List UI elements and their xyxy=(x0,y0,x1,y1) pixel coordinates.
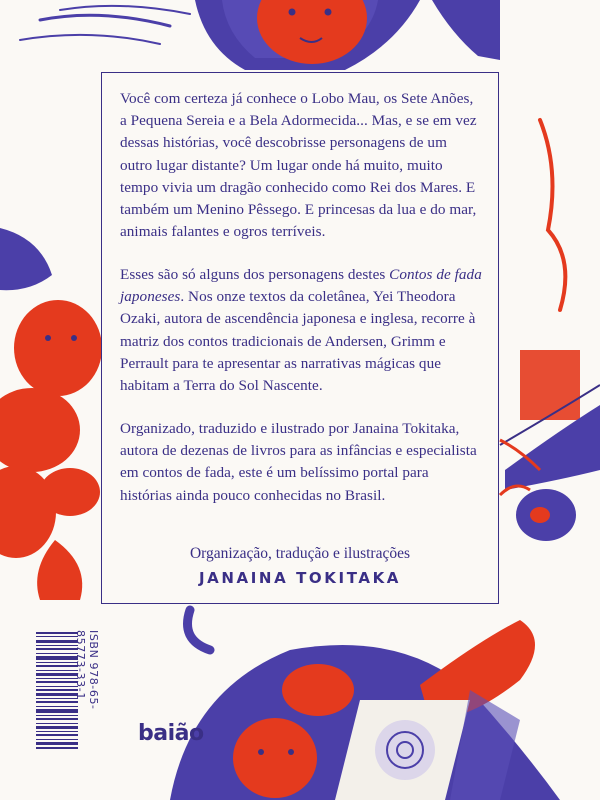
blurb-paragraph-2-start: Esses são só alguns dos personagens destes xyxy=(120,266,390,283)
bottom-illustration xyxy=(170,610,560,800)
right-side-decoration xyxy=(500,120,600,541)
top-child-figure xyxy=(195,0,500,70)
blurb-paragraph-2-end: . Nos onze textos da coletânea, Yei Theodora Ozaki, autora de ascendência japonesa e inglesa, recorre à matriz dos contos tradicionais de Andersen, Grimm e Perrault para te apresentar as narrativas mágicas que habitam a Terra do Sol Nascente. xyxy=(120,288,476,395)
blurb-paragraph-2 xyxy=(120,264,482,397)
blurb-paragraph-1: Você com certeza já conhece o Lobo Mau, os Sete Anões, a Pequena Sereia e a Bela Adormecida... Mas, e se em vez dessas histórias, você descobrisse personagens de um outro lugar distante? Um lugar onde há muito, muito tempo vivia um dragão conhecido como Rei dos Mares. E também um Menino Pêssego. E princesas da lua e do mar, animais falantes e ogros terríveis. xyxy=(120,90,477,241)
author-name: JANAINA TOKITAKA xyxy=(198,569,401,587)
publisher-logo: baião xyxy=(138,721,204,746)
credit-label: Organização, tradução e ilustrações xyxy=(189,545,411,562)
left-red-child xyxy=(0,228,102,600)
isbn-number: ISBN 978-65-85773-33-1 xyxy=(74,630,100,710)
blurb-paragraph-3: Organizado, traduzido e ilustrado por Janaina Tokitaka, autora de dezenas de livros para as infâncias e especialista em contos de fada, este é um belíssimo portal para histórias ainda pouco conhecidas no Brasil. xyxy=(120,420,477,504)
book-title: Contos de fada japoneses xyxy=(120,266,482,306)
top-left-brush-strokes xyxy=(20,6,190,44)
